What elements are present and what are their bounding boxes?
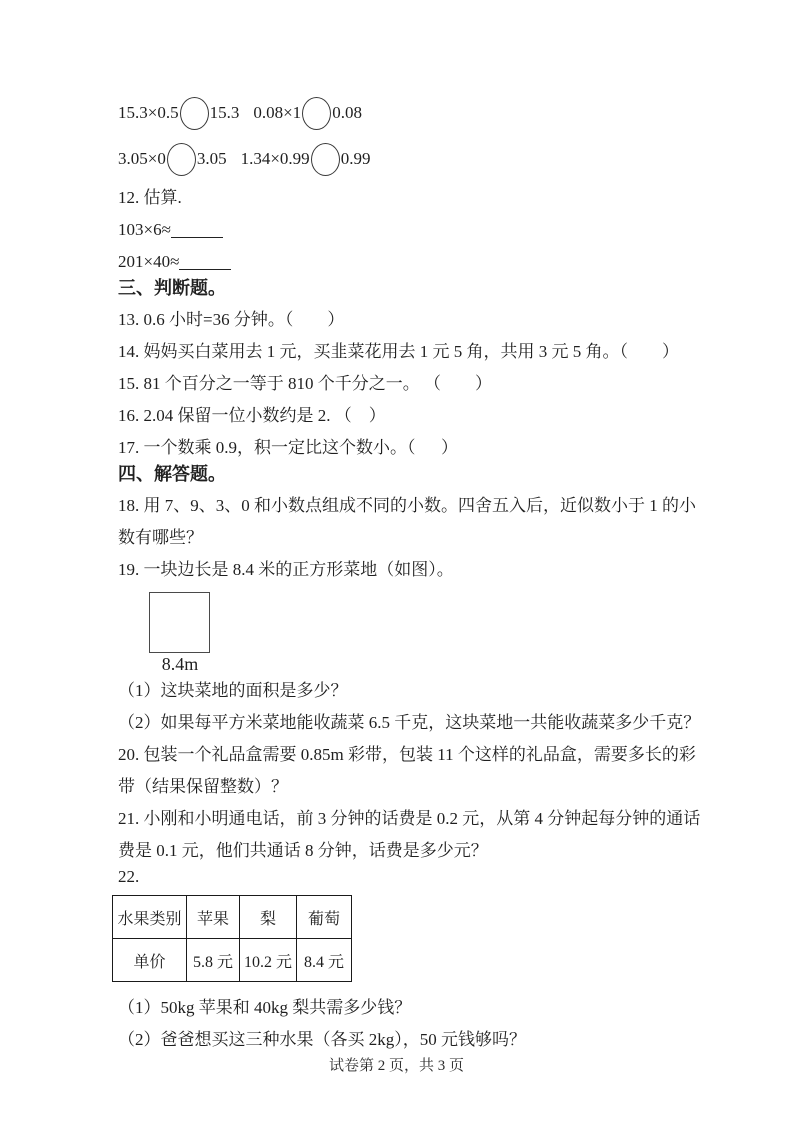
compare-problem-1 [118,97,239,130]
section-judge-title: 三、判断题。 [118,278,226,298]
question-16: 16. 2.04 保留一位小数约是 2. （ ） [118,406,386,425]
question-22-sub2: （2）爸爸想买这三种水果（各买 2kg），50 元钱够吗？ [118,1030,526,1049]
question-22-sub1: （1）50kg 苹果和 40kg 梨共需多少钱？ [118,998,412,1017]
square-figure [149,592,211,675]
section-solve-title: 四、解答题。 [118,464,226,484]
question-12-label: 12. 估算. [118,188,182,207]
question-19: 19. 一块边长是 8.4 米的正方形菜地（如图）。 [118,560,454,579]
question-18: 18. 用 7、9、3、0 和小数点组成不同的小数。四舍五入后，近似数小于 1 的小数有哪些？ [118,496,696,547]
header-cell: 梨 [240,896,297,939]
question-20: 20. 包装一个礼品盒需要 0.85m 彩带，包装 11 个这样的礼品盒，需要多长的彩带（结果保留整数）？ [118,745,696,796]
compare-problem-4 [241,143,371,176]
compare-rhs: 0.99 [340,149,371,168]
answer-circle [311,143,340,176]
estimation-expression: 103×6≈ [118,220,171,239]
header-cell: 葡萄 [297,896,352,939]
compare-lhs: 1.34×0.99 [240,149,310,168]
table-header-row [113,896,352,939]
answer-blank-line [179,253,231,270]
price-cell: 单价 [113,939,187,982]
compare-row-1 [118,90,708,136]
answer-circle [167,143,196,176]
compare-rhs: 3.05 [196,149,227,168]
table-price-row [113,939,352,982]
square-side-label: 8.4m [161,654,199,674]
compare-rhs: 15.3 [209,103,240,122]
question-17: 17. 一个数乘 0.9，积一定比这个数小。（ ） [118,438,458,457]
estimation-blank-1 [118,214,708,246]
fruit-price-table [112,895,352,982]
answer-blank-line [171,221,223,238]
price-cell: 8.4 元 [297,939,352,982]
compare-lhs: 0.08×1 [253,103,302,122]
compare-lhs: 15.3×0.5 [118,103,179,122]
compare-lhs: 3.05×0 [118,149,166,168]
compare-problem-2 [253,97,362,130]
answer-circle [180,97,209,130]
page-footer: 试卷第 2 页，共 3 页 [328,1058,464,1074]
estimation-expression: 201×40≈ [118,252,180,271]
question-22-label: 22. [118,867,140,886]
question-19-sub1: （1）这块菜地的面积是多少？ [118,681,348,700]
header-cell: 苹果 [187,896,240,939]
header-cell: 水果类别 [113,896,187,939]
compare-problem-3 [118,143,227,176]
question-21: 21. 小刚和小明通电话，前 3 分钟的话费是 0.2 元，从第 4 分钟起每分钟的通话费是 0.1 元，他们共通话 8 分钟，话费是多少元？ [118,809,701,860]
question-15: 15. 81 个百分之一等于 810 个千分之一。 （ ） [118,374,492,393]
compare-rhs: 0.08 [332,103,362,122]
question-19-sub2: （2）如果每平方米菜地能收蔬菜 6.5 千克，这块菜地一共能收蔬菜多少千克？ [118,713,701,732]
compare-row-2 [118,136,708,182]
price-cell: 5.8 元 [187,939,240,982]
square-diagram [149,592,210,653]
price-cell: 10.2 元 [240,939,297,982]
question-13: 13. 0.6 小时=36 分钟。（ ） [118,310,345,329]
question-14: 14. 妈妈买白菜用去 1 元，买韭菜花用去 1 元 5 角，共用 3 元 5 角。（ ） [118,342,679,361]
answer-circle [302,97,331,130]
